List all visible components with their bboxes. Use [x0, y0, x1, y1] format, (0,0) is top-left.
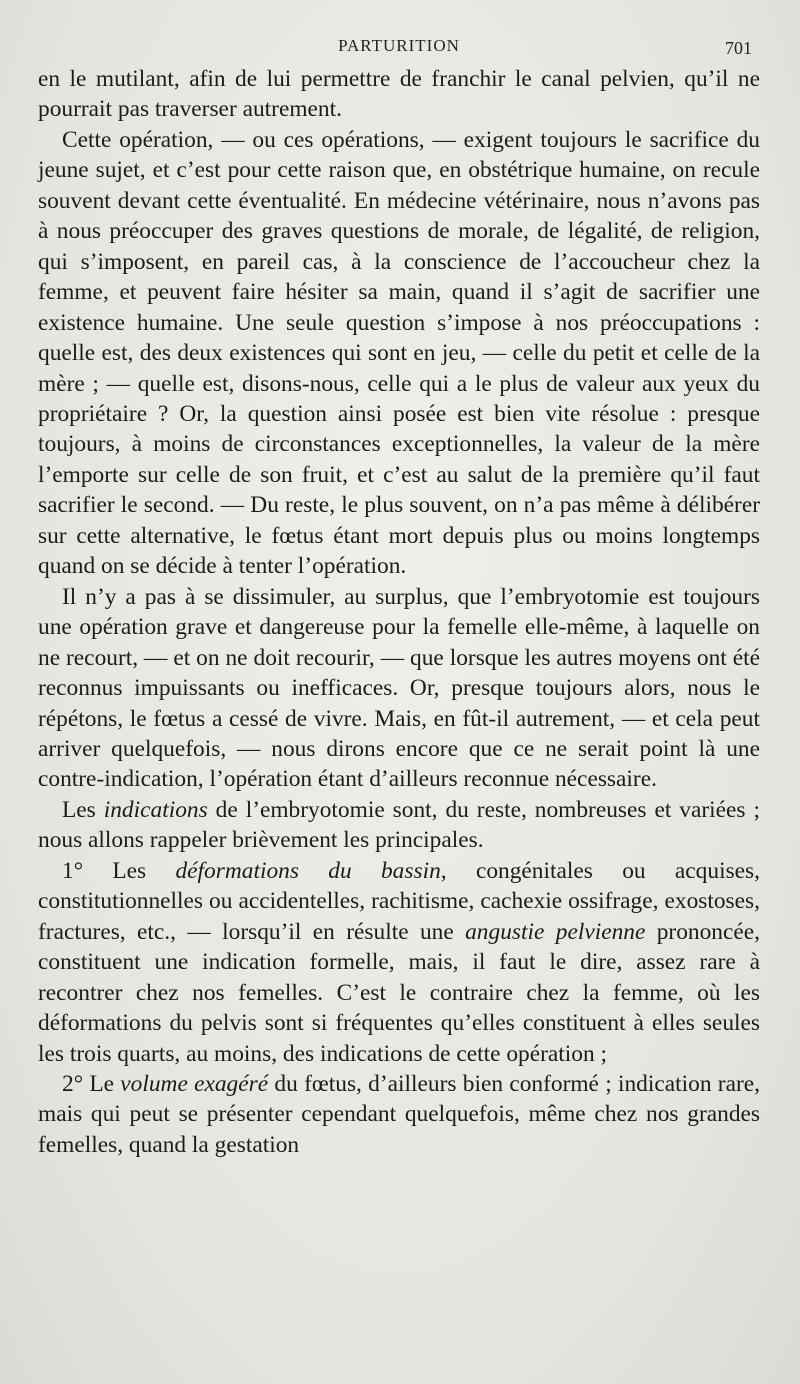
italic-term-volume: volume exagéré [120, 1070, 269, 1097]
paragraph-item-2 [38, 1069, 760, 1160]
italic-term-indications: indications [103, 796, 208, 823]
italic-term-deformations: déformations du bassin [175, 857, 441, 884]
paragraph-1: en le mutilant, afin de lui permettre de franchir le canal pelvien, qu’il ne pourrait pas traverser autrement. [38, 66, 760, 123]
body-text [38, 64, 760, 1160]
running-title: PARTURITION [338, 36, 460, 55]
text-run: , congénitales ou acquises, constitutionnelles ou accidentelles, rachitisme, cachexie ossifrage, exostoses, fractures, etc., — lorsqu’il en résulte une [38, 857, 760, 945]
paragraph-item-1 [38, 856, 760, 1069]
running-header [38, 34, 760, 64]
text-run: 1° Les [62, 857, 176, 884]
text-run: 2° Le [62, 1070, 121, 1097]
italic-term-angustie: angustie pelvienne [465, 918, 646, 945]
text-run: de l’embryotomie sont, du reste, nombreuses et variées ; nous allons rappeler brièvement les principales. [38, 796, 760, 854]
page-number: 701 [725, 38, 752, 58]
paragraph-indications [38, 795, 760, 856]
text-run: du fœtus, d’ailleurs bien conformé ; indication rare, mais qui peut se présenter cependant quelquefois, même chez nos grandes femelles, quand la gestation [38, 1070, 760, 1158]
paragraph-2: Cette opération, — ou ces opérations, — exigent toujours le sacrifice du jeune sujet, et c’est pour cette raison que, en obstétrique humaine, on recule souvent devant cette éventualité. En médecine vétérinaire, nous n’avons pas à nous préoccuper des graves questions de morale, de légalité, de religion, qui s’imposent, en pareil cas, à la conscience de l’accoucheur chez la femme, et peuvent faire hésiter sa main, quand il s’agit de sacrifier une existence humaine. Une seule question s’impose à nos préoccupations : quelle est, des deux existences qui sont en jeu, — celle du petit et celle de la mère ; — quelle est, disons-nous, celle qui a le plus de valeur aux yeux du propriétaire ? Or, la question ainsi posée est bien vite résolue : presque toujours, à moins de circonstances exceptionnelles, la valeur de la mère l’emporte sur celle de son fruit, et c’est au salut de la première qu’il faut sacrifier le second. — Du reste, le plus souvent, on n’a pas même à délibérer sur cette alternative, le fœtus étant mort depuis plus ou moins longtemps quand on se décide à tenter l’opération. [38, 126, 760, 580]
text-run: Les [62, 796, 104, 823]
paragraph-3: Il n’y a pas à se dissimuler, au surplus, que l’embryotomie est toujours une opération grave et dangereuse pour la femelle elle-même, à laquelle on ne recourt, — et on ne doit recourir, — que lorsque les autres moyens ont été reconnus impuissants ou inefficaces. Or, presque toujours alors, nous le répétons, le fœtus a cessé de vivre. Mais, en fût-il autrement, — et cela peut arriver quelquefois, — nous dirons encore que ce ne serait point là une contre-indication, l’opération étant d’ailleurs reconnue nécessaire. [38, 583, 760, 793]
text-run: prononcée, constituent une indication formelle, mais, il faut le dire, assez rare à recontrer chez nos femelles. C’est le contraire chez la femme, où les déformations du pelvis sont si fréquentes qu’elles constituent à elles seules les trois quarts, au moins, des indications de cette opération ; [38, 918, 760, 1067]
